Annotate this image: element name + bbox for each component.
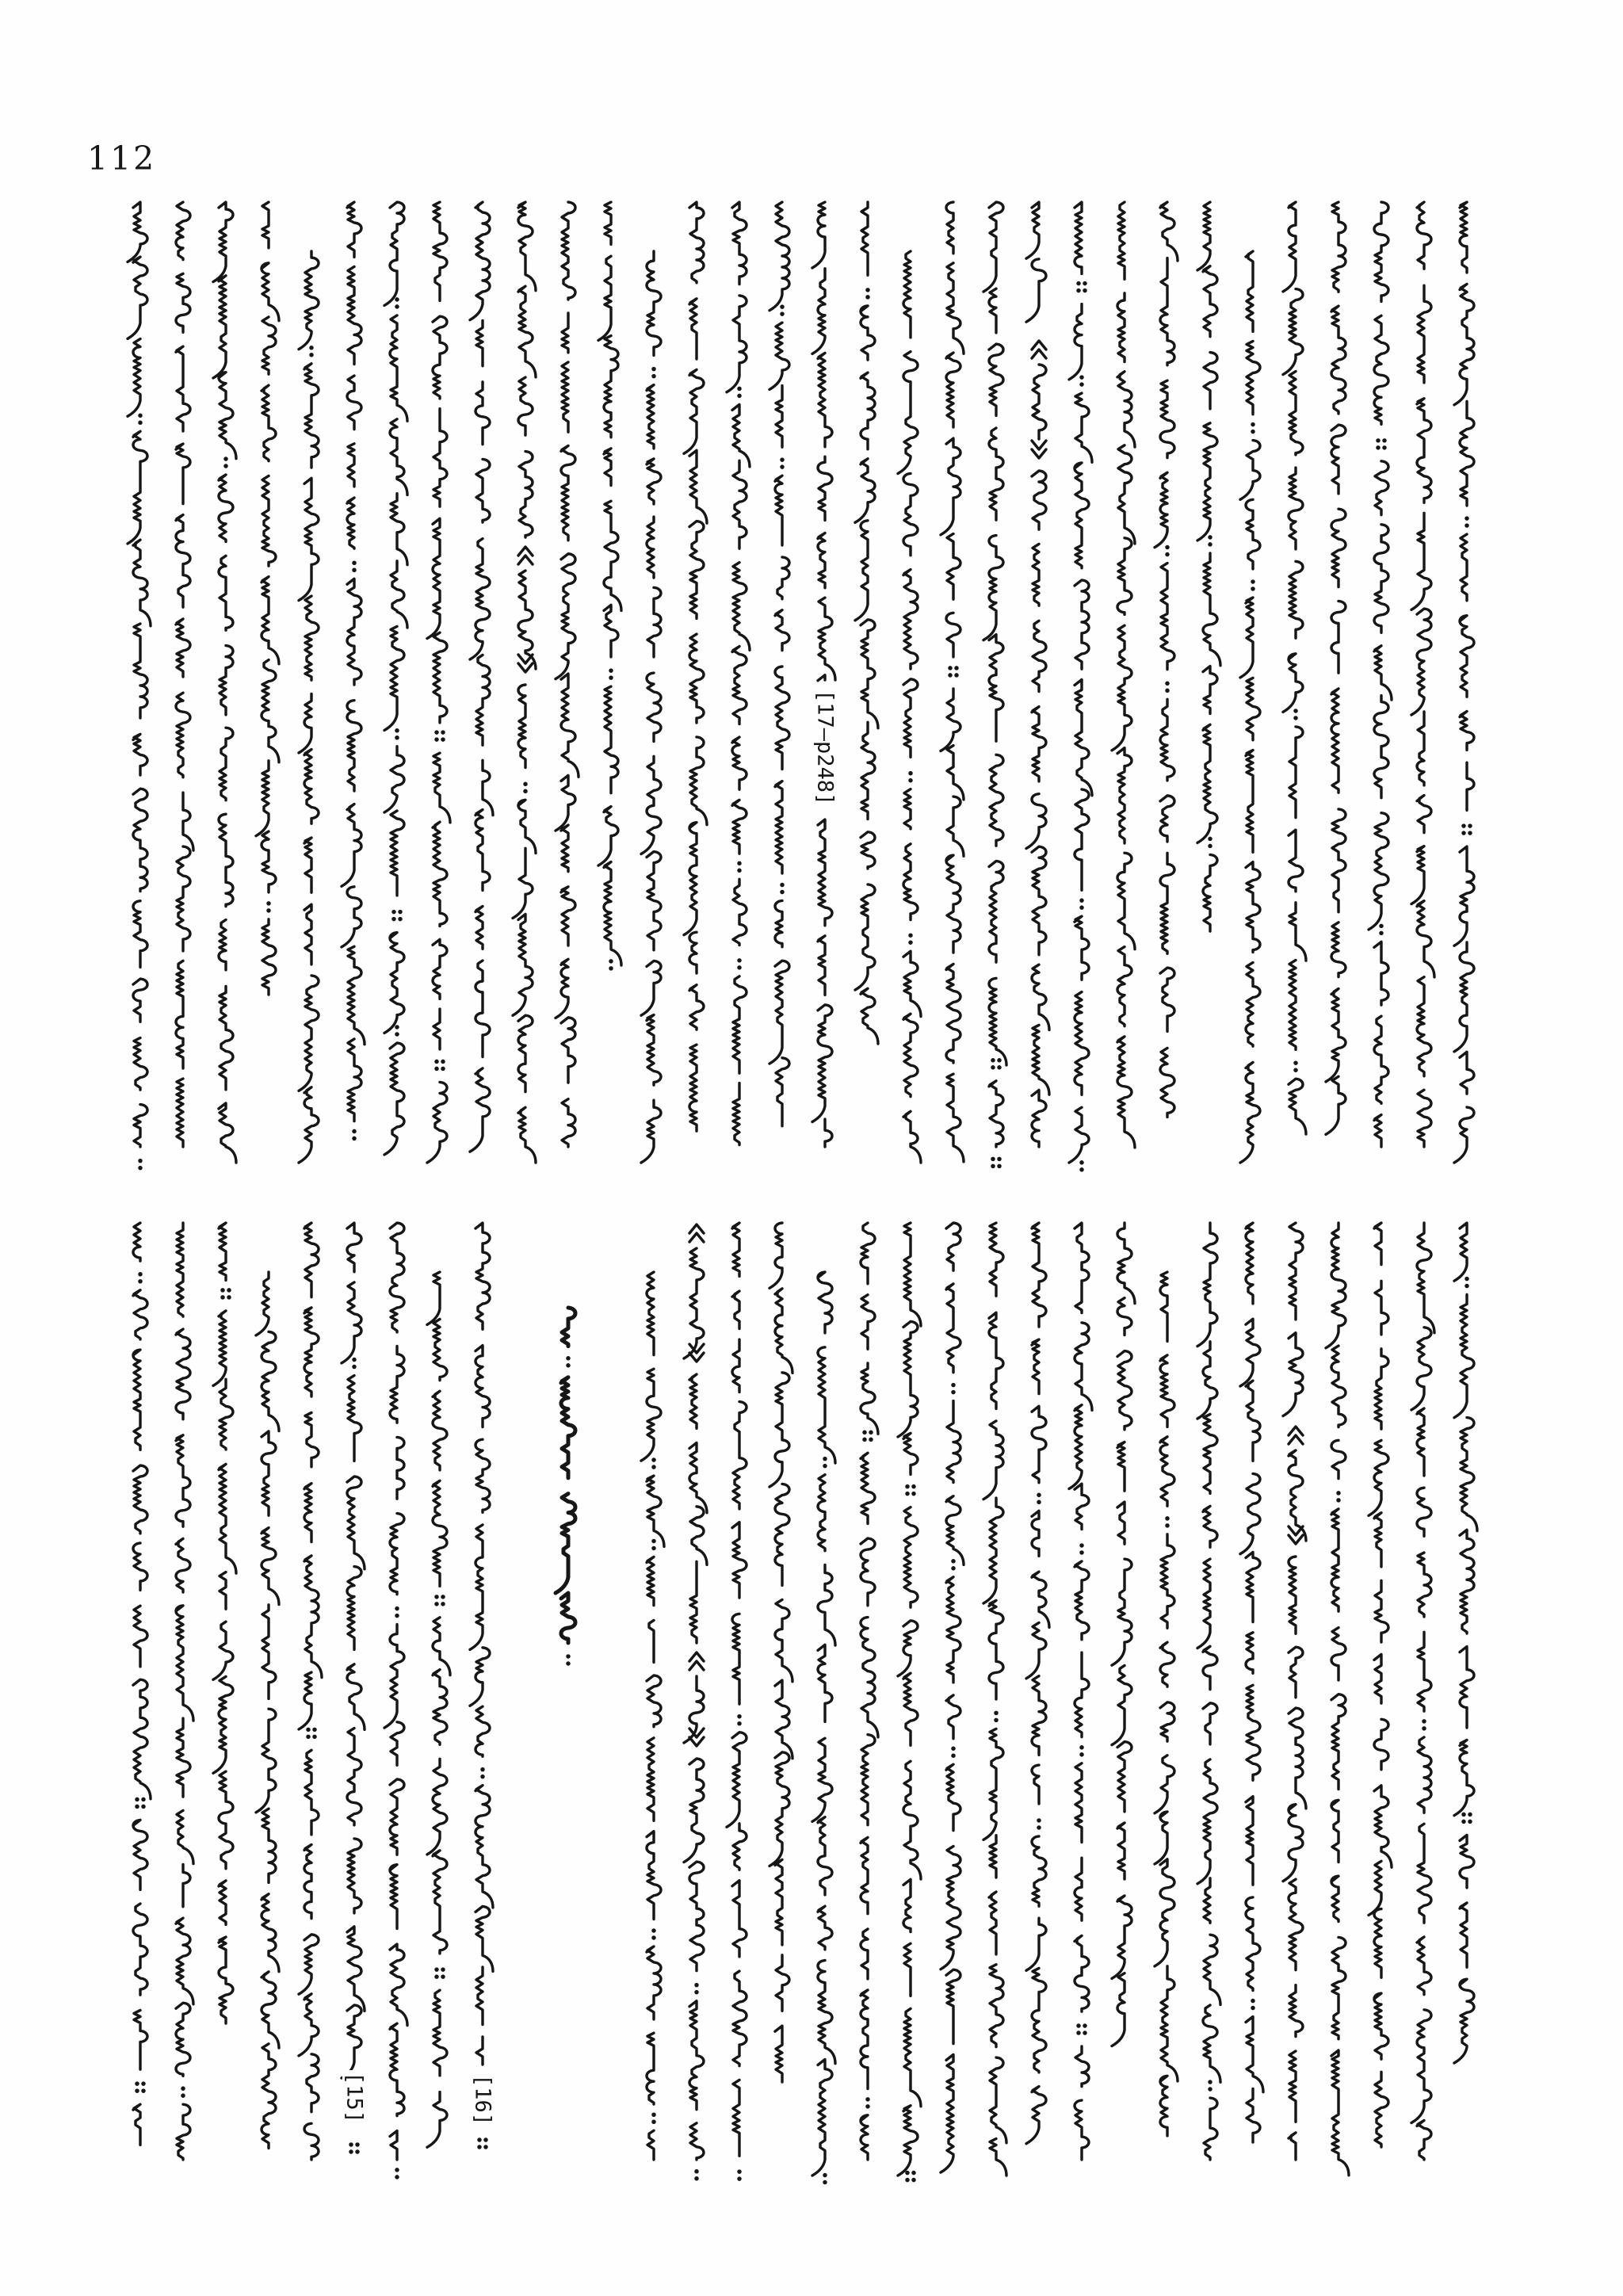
text-column bbox=[1155, 1272, 1178, 2136]
text-column bbox=[384, 202, 407, 1155]
text-column bbox=[812, 1272, 835, 2176]
text-column bbox=[470, 1223, 493, 2065]
punctuation-dots bbox=[950, 668, 957, 675]
text-column bbox=[1326, 1223, 1349, 2176]
text-column bbox=[898, 251, 921, 1163]
text-column bbox=[983, 1223, 1006, 2176]
text-column bbox=[176, 202, 193, 1147]
text-column bbox=[1454, 202, 1474, 1163]
text-column bbox=[641, 1272, 664, 2160]
text-column bbox=[1411, 202, 1434, 1147]
text-column bbox=[256, 202, 279, 995]
text-column bbox=[427, 1272, 450, 2147]
text-column bbox=[1026, 1223, 1049, 2144]
text-column bbox=[513, 202, 536, 1163]
text-column bbox=[342, 1223, 365, 2078]
text-column bbox=[1283, 1223, 1306, 2160]
text-column bbox=[727, 202, 750, 1145]
text-column bbox=[861, 1223, 878, 2160]
text-column bbox=[641, 251, 661, 1163]
text-column bbox=[898, 1223, 921, 2176]
punctuation-dots bbox=[223, 1290, 229, 1297]
text-column bbox=[556, 202, 579, 1147]
text-column bbox=[1240, 1223, 1263, 2142]
text-column bbox=[213, 202, 236, 1163]
text-column bbox=[684, 202, 707, 1131]
text-column bbox=[598, 202, 621, 965]
text-column bbox=[1112, 202, 1135, 1148]
text-column bbox=[256, 1272, 279, 2149]
text-column bbox=[1155, 202, 1178, 1117]
text-column bbox=[133, 1223, 151, 2145]
text-column bbox=[470, 202, 493, 1152]
text-column bbox=[941, 1223, 964, 2172]
citation-marker-17-p248: [17—p248] bbox=[812, 690, 838, 806]
text-band-2 bbox=[133, 1223, 1477, 2183]
text-column bbox=[1369, 1223, 1392, 2147]
page-number: 112 bbox=[87, 139, 157, 178]
text-band-1 bbox=[128, 202, 1474, 1170]
text-column bbox=[941, 202, 964, 1162]
text-column bbox=[1026, 202, 1049, 1147]
text-column bbox=[176, 1223, 193, 2160]
text-column bbox=[1197, 1223, 1220, 2160]
text-column bbox=[1240, 251, 1260, 1163]
text-column bbox=[1069, 202, 1092, 1163]
text-column bbox=[342, 202, 365, 1121]
text-column bbox=[983, 202, 1006, 1147]
text-column bbox=[1283, 202, 1306, 1134]
text-column bbox=[1411, 1223, 1434, 2160]
text-column bbox=[1112, 1223, 1135, 2046]
text-column bbox=[769, 1223, 792, 2082]
citation-marker-16: [16] bbox=[470, 2074, 495, 2126]
section-heading-column bbox=[550, 1300, 586, 1651]
text-column bbox=[384, 1223, 407, 2160]
text-column bbox=[684, 1224, 707, 2160]
text-column bbox=[1454, 1223, 1477, 2063]
text-column bbox=[1197, 202, 1220, 931]
text-column bbox=[855, 202, 878, 1044]
text-column bbox=[1326, 202, 1346, 1134]
text-column bbox=[427, 202, 450, 1163]
text-column bbox=[769, 202, 789, 1126]
text-column bbox=[299, 1223, 322, 2160]
text-column bbox=[299, 251, 319, 1163]
text-column bbox=[727, 1223, 747, 2156]
punctuation-dots bbox=[308, 1729, 315, 1736]
text-column bbox=[213, 1223, 236, 2023]
text-column bbox=[1369, 202, 1392, 1147]
citation-marker-15: [15] bbox=[342, 2072, 367, 2124]
text-column bbox=[812, 202, 838, 1147]
text-column bbox=[128, 202, 151, 1147]
text-column bbox=[1069, 1223, 1092, 2160]
